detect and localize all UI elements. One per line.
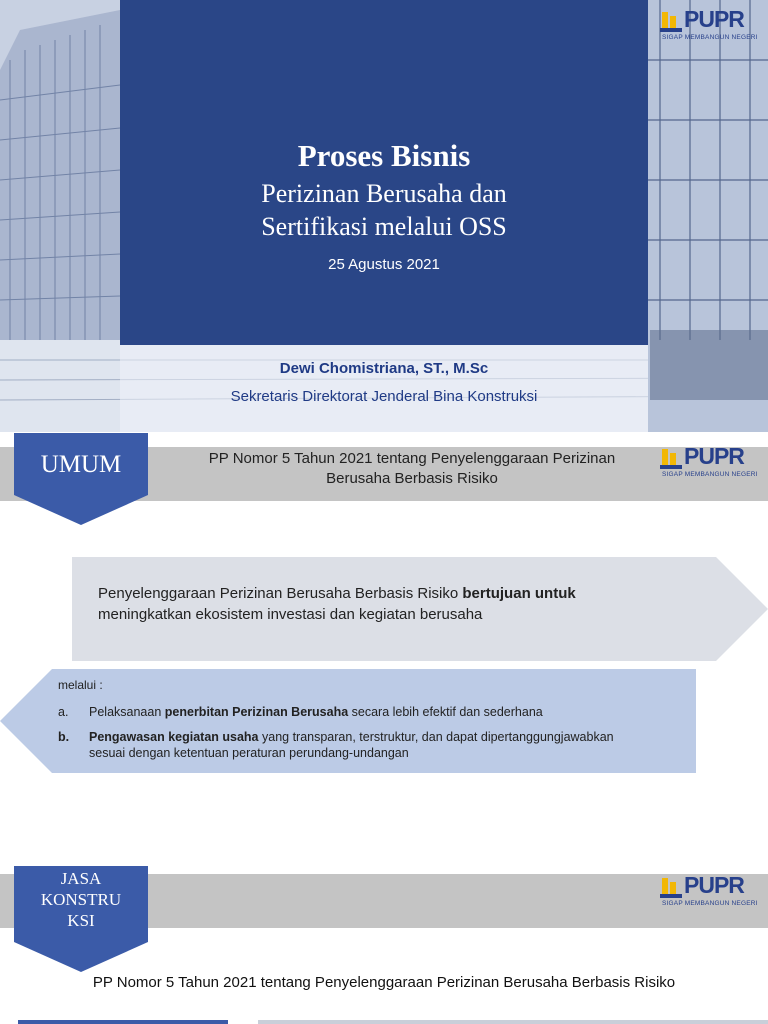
regulation-header: [168, 449, 656, 489]
jasa-badge-label: [14, 868, 148, 931]
list-item-continuation: sesuai dengan ketentuan peraturan perundang-undangan: [89, 746, 409, 760]
via-label: melalui :: [58, 678, 103, 692]
item-bold: Pengawasan kegiatan usaha: [89, 730, 259, 744]
presentation-subtitle-line2: Sertifikasi melalui OSS: [261, 212, 507, 241]
item-pre: Pelaksanaan: [89, 705, 165, 719]
regulation-title: PP Nomor 5 Tahun 2021 tentang Penyelenggaraan Perizinan Berusaha Berbasis Risiko: [92, 974, 676, 991]
goal-bold: bertujuan untuk: [462, 585, 576, 602]
logo-text: PUPR: [684, 872, 744, 898]
logo-text: PUPR: [684, 443, 744, 469]
item-bold: penerbitan Perizinan Berusaha: [164, 705, 349, 719]
pupr-logo: [660, 874, 760, 914]
jasa-badge-line2: KONSTRU: [40, 890, 122, 909]
regulation-header-line2: Berusaha Berbasis Risiko: [326, 470, 498, 487]
list-item: [58, 704, 543, 720]
logo-tagline: SIGAP MEMBANGUN NEGERI: [662, 34, 758, 41]
umum-badge-shape: [14, 433, 148, 525]
logo-text: PUPR: [684, 6, 744, 32]
list-bullet: b.: [58, 730, 70, 744]
item-post: secara lebih efektif dan sederhana: [348, 705, 543, 719]
logo-tagline: SIGAP MEMBANGUN NEGERI: [662, 471, 758, 478]
presentation-subtitle-line1: Perizinan Berusaha dan: [261, 179, 507, 208]
goal-statement: [98, 583, 658, 625]
goal-prefix: Penyelenggaraan Perizinan Berusaha Berbasis Risiko: [98, 585, 463, 602]
umum-slide: [0, 433, 768, 825]
bottom-accent-right: [258, 1020, 768, 1024]
author-name: Dewi Chomistriana, ST., M.Sc: [279, 360, 489, 377]
pupr-logo-icon: [660, 10, 686, 34]
list-bullet: a.: [58, 705, 69, 719]
jasa-konstruksi-slide: [0, 826, 768, 1024]
goal-line2: meningkatkan ekosistem investasi dan kegiatan berusaha: [98, 606, 483, 623]
presentation-date: 25 Agustus 2021: [328, 256, 440, 273]
jasa-badge-line3: KSI: [67, 911, 95, 930]
pupr-logo: [660, 8, 760, 48]
umum-badge-label: UMUM: [40, 451, 122, 478]
item-post: yang transparan, terstruktur, dan dapat dipertanggungjawabkan: [258, 730, 614, 744]
regulation-header-line1: PP Nomor 5 Tahun 2021 tentang Penyelenggaraan Perizinan: [208, 450, 616, 467]
pupr-logo-icon: [660, 876, 686, 900]
pupr-logo: [660, 445, 760, 485]
logo-tagline: SIGAP MEMBANGUN NEGERI: [662, 900, 758, 907]
jasa-badge-line1: JASA: [60, 869, 102, 888]
title-slide: [0, 0, 768, 432]
pupr-logo-icon: [660, 447, 686, 471]
list-item: [58, 729, 698, 745]
author-role: Sekretaris Direktorat Jenderal Bina Konstruksi: [230, 388, 538, 405]
bottom-accent-left: [18, 1020, 228, 1024]
presentation-title: Proses Bisnis: [297, 138, 471, 173]
